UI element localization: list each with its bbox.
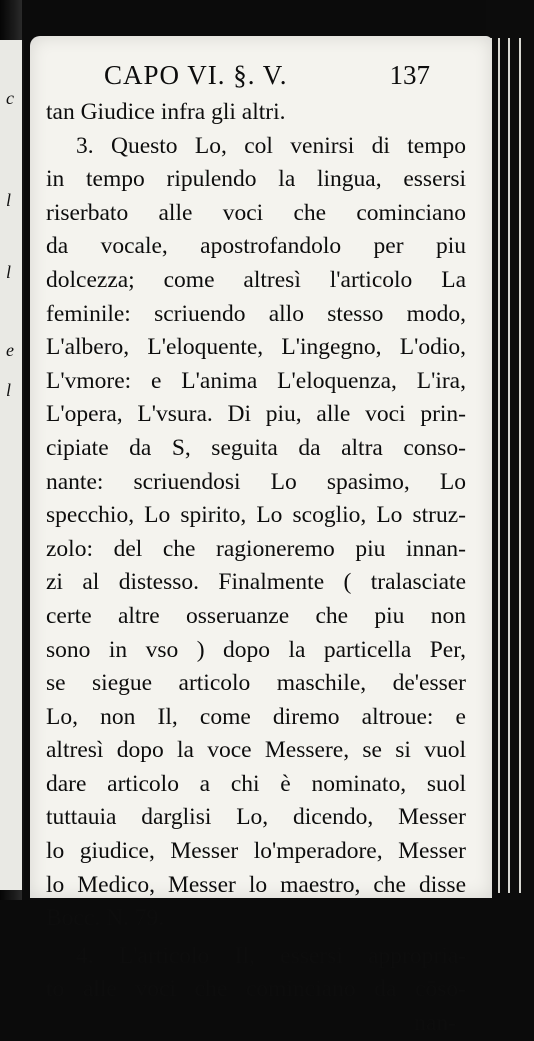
book-page [30,36,492,1037]
text-line: zolo: del che ragioneremo piu innan- [46,535,466,562]
text-line: se siegue articolo maschile, de'esser [46,670,466,697]
text-line: L'albero, L'eloquente, L'ingegno, L'odio, [46,334,466,361]
text-line: certe altre osseruanze che piu non [46,602,466,629]
text-line: 3. Questo Lo, col venirsi di tempo [76,132,466,159]
text-line: cipiate da S, seguita da altra conso- [46,434,466,461]
text-line: nante: scriuendosi Lo spasimo, Lo [46,468,466,495]
text-line: to alle voci che cominciano da cōso- [46,976,466,1003]
running-head: CAPO VI. §. V. [104,60,288,90]
text-line: 4. L'articolo Il, essersi appropria- [76,942,466,969]
previous-page-letter: l [6,380,12,400]
text-line: L'vmore: e L'anima L'eloquenza, L'ira, [46,367,466,394]
page-header [30,56,492,96]
text-line: tuttauia darglisi Lo, dicendo, Messer [46,804,466,831]
text-line: altresì dopo la voce Messere, se si vuol [46,737,466,764]
previous-page-letter: c [6,88,14,108]
text-line: zi al distesso. Finalmente ( tralasciate [46,569,466,596]
text-line: sono in vso ) dopo la particella Per, [46,636,466,663]
previous-page-letter: l [6,262,12,282]
text-line: dolcezza; come altresì l'articolo La [46,266,466,293]
book-fore-edge [486,0,534,900]
previous-page-letter: l [6,190,12,210]
body-text [46,96,466,1041]
catchword: nan- [414,1010,456,1037]
text-line: riserbato alle voci che cominciano [46,199,466,226]
text-line: dare articolo a chi è nominato, suol [46,770,466,797]
text-line: feminile: scriuendo allo stesso modo, [46,300,466,327]
text-line: specchio, Lo spirito, Lo scoglio, Lo struz- [46,502,466,529]
page-number: 137 [389,60,430,90]
previous-page-letter: e [6,340,14,360]
text-line: L'opera, L'vsura. Di piu, alle voci prin- [46,401,466,428]
text-line: Lo, non Il, come diremo altroue: e [46,703,466,730]
text-line: da vocale, apostrofandolo per piu [46,233,466,260]
text-line: Bocc. N. 79. [46,905,165,932]
text-line: tan Giudice infra gli altri. [46,99,286,125]
previous-page-edge [0,40,24,890]
text-line: in tempo ripulendo la lingua, essersi [46,166,466,193]
text-line: lo Medico, Messer lo maestro, che disse [46,871,466,898]
text-line: lo giudice, Messer lo'mperadore, Messer [46,838,466,865]
